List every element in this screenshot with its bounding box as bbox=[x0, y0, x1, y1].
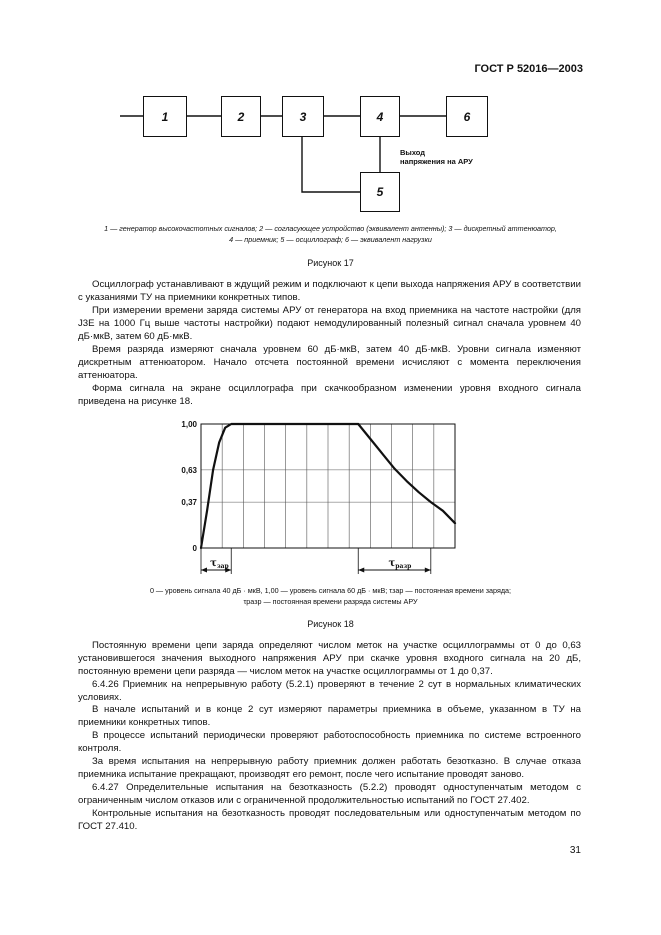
figure-18-legend bbox=[60, 585, 601, 607]
output-label-line1: Выход bbox=[400, 148, 426, 157]
block-2: 2 bbox=[221, 96, 261, 137]
figure-17-legend bbox=[40, 223, 621, 245]
paragraph: Контрольные испытания на безотказность проводят последовательным или одноступенчатым методом по ГОСТ 27.410. bbox=[78, 808, 581, 832]
block-6: 6 bbox=[446, 96, 488, 137]
page-number: 31 bbox=[569, 845, 581, 856]
block-4: 4 bbox=[360, 96, 400, 137]
paragraph: 6.4.27 Определительные испытания на безотказность (5.2.2) проводят одноступенчатым методом с ограниченным числом отказов или с ограниченной продолжительностью испытаний по ГОСТ 27.402. bbox=[78, 782, 581, 806]
y-tick-label: 0,63 bbox=[181, 465, 197, 475]
arrow-head bbox=[358, 568, 364, 573]
diagram-connections bbox=[0, 0, 661, 260]
charge-curve bbox=[201, 424, 358, 548]
interval-label: $\tau_{разр}$ bbox=[388, 558, 412, 570]
arrow-head bbox=[425, 568, 431, 573]
paragraph: В начале испытаний и в конце 2 сут измеряют параметры приемника в объеме, указанном в ТУ на приемники конкретных типов. bbox=[78, 704, 581, 728]
paragraph: При измерении времени заряда системы АРУ от генератора на вход приемника на частоте настройки (для J3E на 1000 Гц выше частоты настройки) подают немодулированный полезный сигнал сначала уровнем 40 дБ·мкВ, затем 60 дБ·мкВ. bbox=[78, 305, 581, 342]
chart-y-ticks bbox=[181, 420, 197, 553]
output-label-line2: напряжения на АРУ bbox=[400, 157, 473, 166]
figure-17-legend-line2: 4 — приемник; 5 — осциллограф; 6 — эквивалент нагрузки bbox=[229, 235, 432, 244]
chart-grid bbox=[201, 424, 455, 548]
paragraph: Время разряда измеряют сначала уровнем 60 дБ·мкВ, затем 40 дБ·мкВ. Уровни сигнала изменяют дискретным аттенюатором. Начало отсчета постоянной времени исчисляют с момента переключения аттенюатора. bbox=[78, 344, 581, 381]
figure-17-caption: Рисунок 17 bbox=[307, 258, 354, 268]
interval-label: $\tau_{зар}$ bbox=[210, 558, 229, 570]
y-tick-label: 1,00 bbox=[181, 420, 197, 429]
chart-intervals bbox=[201, 548, 431, 574]
paragraph: Форма сигнала на экране осциллографа при скачкообразном изменении уровня входного сигнала приведена на рисунке 18. bbox=[78, 383, 581, 407]
output-label bbox=[400, 148, 473, 166]
figure-17-legend-line1: 1 — генератор высокочастотных сигналов; 2 — согласующее устройство (эквивалент антенны); 3 — дискретный аттенюатор, bbox=[104, 224, 557, 233]
paragraph: В процессе испытаний периодически проверяют работоспособность приемника по системе встроенного контроля. bbox=[78, 730, 581, 754]
paragraph: Осциллограф устанавливают в ждущий режим и подключают к цепи выхода напряжения АРУ в соответствии с указаниями ТУ на приемники конкретных типов. bbox=[78, 279, 581, 303]
y-tick-label: 0 bbox=[192, 544, 197, 553]
discharge-curve bbox=[358, 424, 455, 523]
oscillogram-chart bbox=[160, 415, 460, 585]
figure-18-caption: Рисунок 18 bbox=[307, 619, 354, 629]
document-code: ГОСТ Р 52016—2003 bbox=[474, 63, 583, 75]
block-3: 3 bbox=[282, 96, 324, 137]
paragraph: За время испытания на непрерывную работу приемник должен работать безотказно. В случае отказа приемника испытание прекращают, производят его ремонт, после чего испытание проводят заново. bbox=[78, 756, 581, 780]
paragraph: Постоянную времени цепи заряда определяют числом меток на участке осциллограммы от 0 до 0,63 установившегося значения выходного напряжения АРУ при скачке уровня входного сигнала на 20 дБ, постоянную времени цепи разряда — числом меток на участке осциллограммы от 1 до 0,37. bbox=[78, 640, 581, 677]
y-tick-label: 0,37 bbox=[181, 498, 197, 508]
block-1: 1 bbox=[143, 96, 187, 137]
arrow-head bbox=[201, 568, 207, 573]
figure-18-legend-line2: τразр — постоянная времени разряда системы АРУ bbox=[243, 597, 418, 606]
paragraph: 6.4.26 Приемник на непрерывную работу (5.2.1) проверяют в течение 2 сут в нормальных климатических условиях. bbox=[78, 679, 581, 703]
figure-18-legend-line1: 0 — уровень сигнала 40 дБ · мкВ, 1,00 — уровень сигнала 60 дБ · мкВ; τзар — постоянная времени заряда; bbox=[149, 586, 512, 595]
block-5: 5 bbox=[360, 172, 400, 212]
